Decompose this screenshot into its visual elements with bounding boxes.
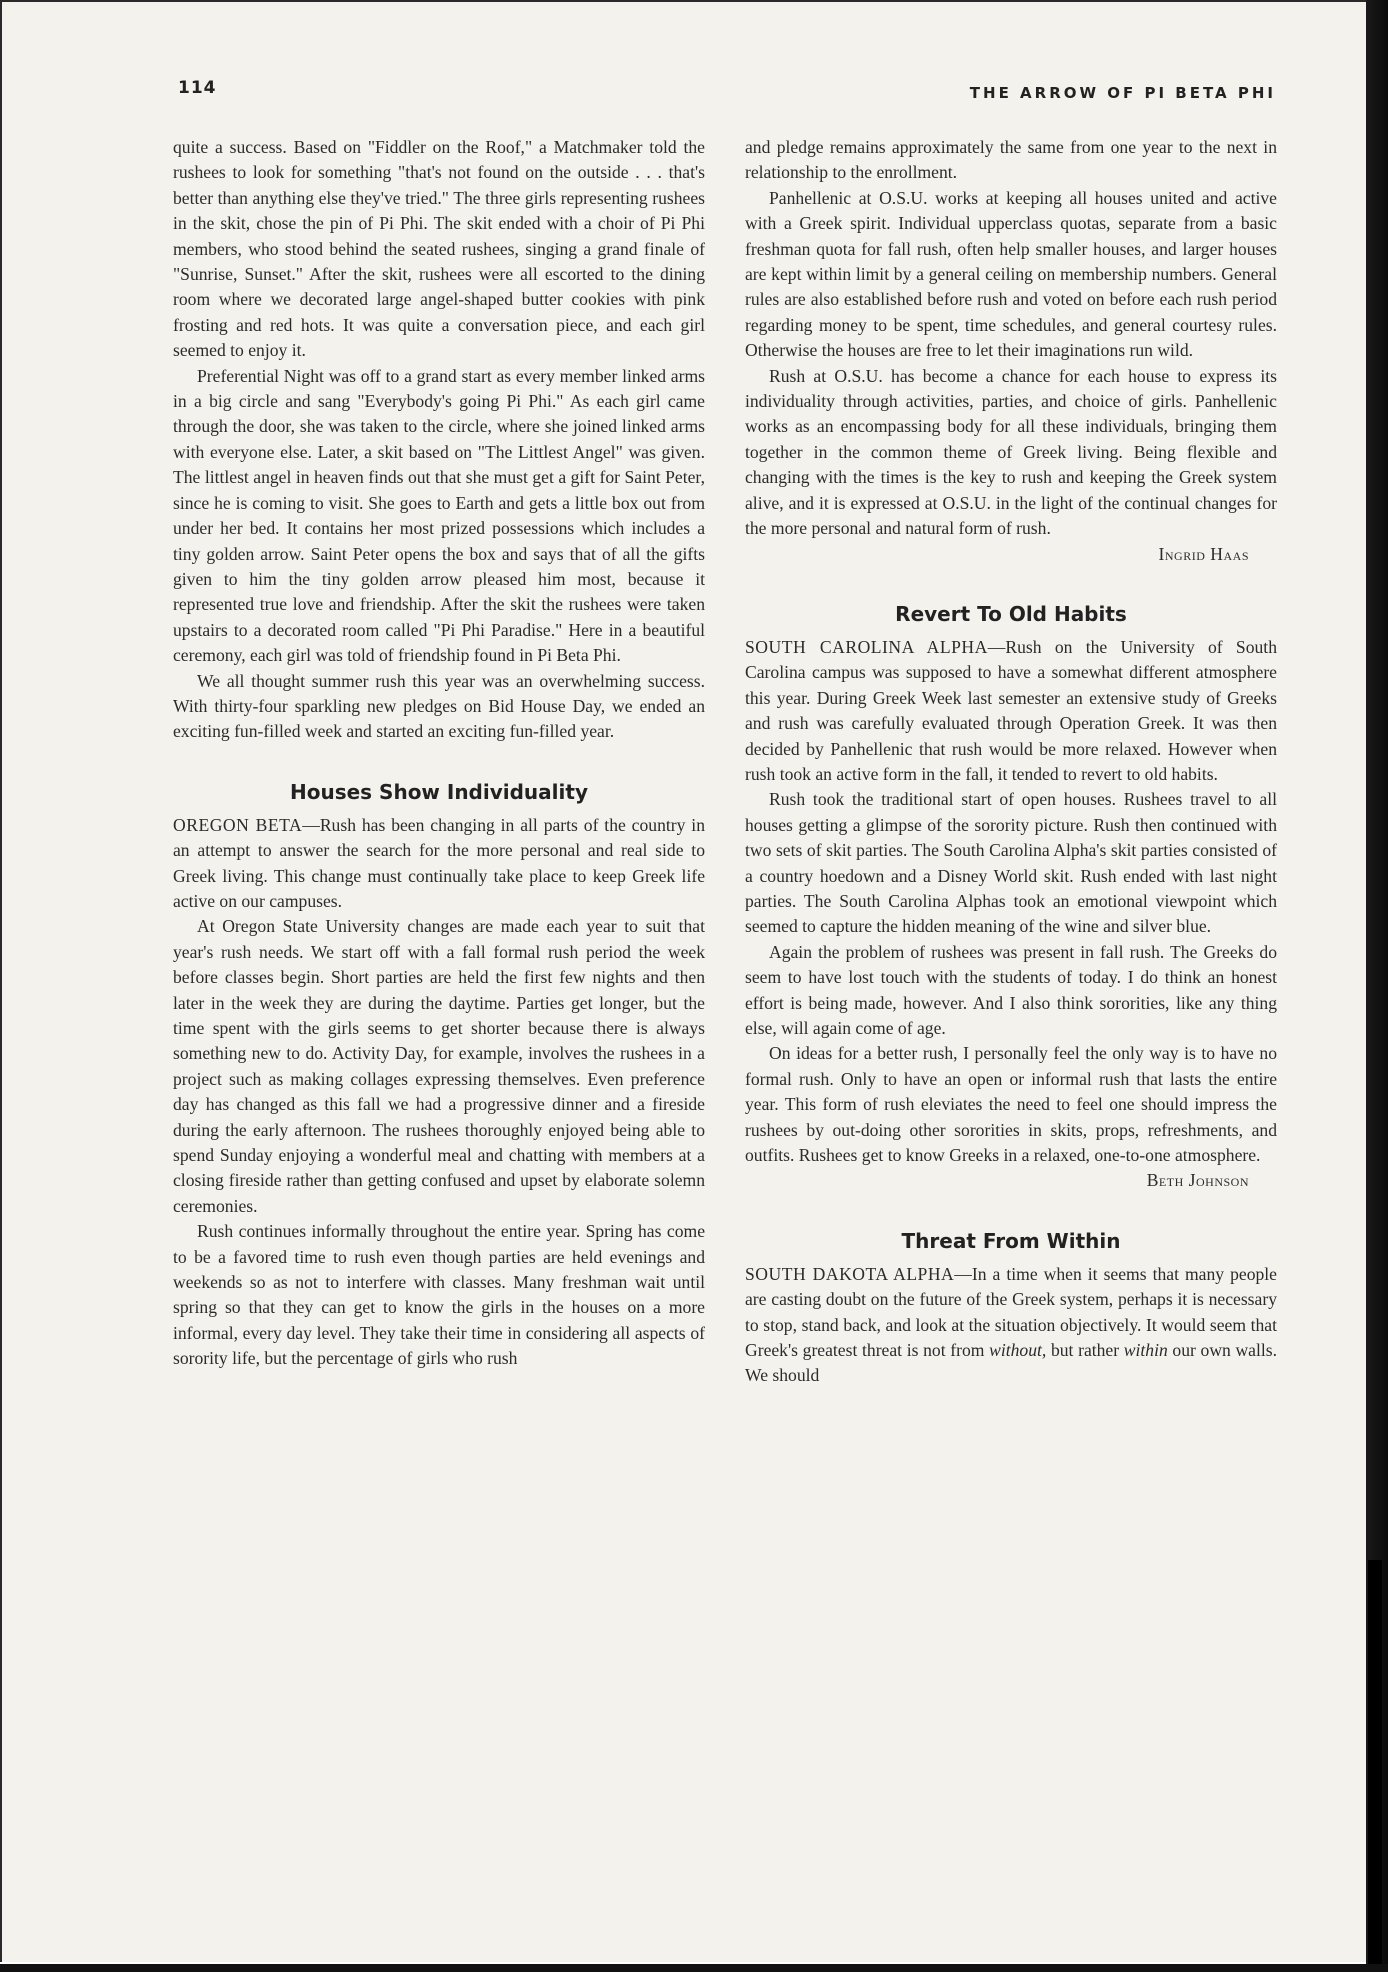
paragraph-text: —In a time when it seems that many people are casting doubt on the future of the Greek system, perhaps it is necessary to stop, stand back, and look at the situation objectively. It would seem that Greek's greatest threat is not from: [745, 1263, 1277, 1361]
paragraph: Preferential Night was off to a grand start as every member linked arms in a big circle and sang "Everybody's going Pi Phi." As each girl came through the door, she was taken to the circle, where she joined linked arms with everyone else. Later, a skit based on "The Littlest Angel" was given. The littlest angel in heaven finds out that she must get a gift for Saint Peter, since he is coming to visit. She goes to Earth and gets a little box out from under her bed. It contains her most prized possessions which includes a tiny golden arrow. Saint Peter opens the box and says that of all the gifts given to him the tiny golden arrow pleased him most, because it represented true love and friendship. After the skit the rushees were taken upstairs to a decorated room called "Pi Phi Paradise." Here in a beautiful ceremony, each girl was told of friendship found in Pi Beta Phi.: [173, 365, 705, 666]
paragraph: and pledge remains approximately the same from one year to the next in relationship to the enrollment.: [745, 137, 1277, 183]
paragraph: On ideas for a better rush, I personally feel the only way is to have no formal rush. Only to have an open or informal rush that lasts the entire year. This form of rush eleviates the need to feel one should impress the rushees by out-doing other sororities in skits, props, refreshments, and outfits. Rushees get to know Greeks in a relaxed, one-to-one atmosphere.: [745, 1043, 1277, 1166]
paragraph-text: our own walls. We should: [745, 1340, 1278, 1386]
paragraph: [173, 813, 705, 915]
chapter-lead: OREGON BETA: [173, 814, 303, 835]
italic-text: without,: [989, 1340, 1047, 1361]
paragraph: Again the problem of rushees was present in fall rush. The Greeks do seem to have lost touch with the students of today. I do think an honest effort is being made, however. And I also think sororities, like any thing else, will again come of age.: [745, 941, 1277, 1038]
paragraph: At Oregon State University changes are made each year to suit that year's rush needs. We start off with a fall formal rush period the week before classes begin. Short parties are held the first few nights and then later in the week they are during the daytime. Parties get longer, but the time spent with the girls seems to get shorter because there is always something new to do. Activity Day, for example, involves the rushees in a project such as making collages expressing themselves. Even preference day has changed as this fall we had a progressive dinner and a fireside during the early afternoon. The rushees thoroughly enjoyed being able to spend Sunday enjoying a wonderful meal and chatting with members at a closing fireside rather than getting confused and upset by elaborate solemn ceremonies.: [173, 916, 705, 1216]
page-number: 114: [178, 78, 217, 98]
scan-shadow: [1368, 1560, 1382, 1970]
paragraph: Rush took the traditional start of open houses. Rushees travel to all houses getting a glimpse of the sorority picture. Rush then continued with two sets of skit parties. The South Carolina Alpha's skit parties consisted of a country hoedown and a Disney World skit. Rush ended with last night parties. The South Carolina Alphas took an emotional viewpoint which seemed to capture the hidden meaning of the wine and silver blue.: [745, 789, 1277, 937]
paragraph: [745, 1262, 1277, 1389]
paragraph: [745, 635, 1277, 787]
paragraph-text: but rather: [1046, 1340, 1124, 1361]
author-signature: Ingrid Haas: [1158, 543, 1249, 564]
author-signature: Beth Johnson: [1146, 1170, 1249, 1191]
right-column: [745, 135, 1277, 1389]
running-head: THE ARROW OF PI BETA PHI: [969, 84, 1276, 102]
paragraph-text: —Rush has been changing in all parts of the country in an attempt to answer the search for the more personal and real side to Greek living. This change must continually take place to keep Greek life active on our campuses.: [173, 814, 705, 911]
paragraph: We all thought summer rush this year was an overwhelming success. With thirty-four sparkling new pledges on Bid House Day, we ended an exciting fun-filled week and started an exciting fun-filled year.: [173, 670, 705, 742]
italic-text: within: [1123, 1340, 1168, 1361]
scan-edge-right: [1366, 0, 1388, 1972]
section-heading: Threat From Within: [901, 1228, 1121, 1253]
paragraph: quite a success. Based on "Fiddler on the Roof," a Matchmaker told the rushees to look for something "that's not found on the outside . . . that's better than anything else they've tried." The three girls representing rushees in the skit, chose the pin of Pi Phi. The skit ended with a choir of Pi Phi members, who stood behind the seated rushees, singing a grand finale of "Sunrise, Sunset." After the skit, rushees were all escorted to the dining room where we decorated large angel-shaped butter cookies with pink frosting and red hots. It was quite a conversation piece, and each girl seemed to enjoy it.: [173, 137, 705, 361]
scan-edge-bottom: [0, 1964, 1388, 1972]
chapter-lead: SOUTH CAROLINA ALPHA: [745, 636, 988, 657]
chapter-lead: SOUTH DAKOTA ALPHA: [745, 1263, 955, 1284]
left-column: [173, 135, 705, 1372]
paragraph: Panhellenic at O.S.U. works at keeping all houses united and active with a Greek spirit. Individual upperclass quotas, separate from a basic freshman quota for fall rush, often help smaller houses, and larger houses are kept within limit by a general ceiling on membership numbers. General rules are also established before rush and voted on before each rush period regarding money to be spent, time schedules, and general courtesy rules. Otherwise the houses are free to let their imaginations run wild.: [745, 187, 1277, 361]
paragraph-text: —Rush on the University of South Carolina campus was supposed to have a somewhat different atmosphere this year. During Greek Week last semester an extensive study of Greeks and rush was carefully evaluated through Operation Greek. It was then decided by Panhellenic that rush would be more relaxed. However when rush took an active form in the fall, it tended to revert to old habits.: [745, 636, 1277, 784]
section-heading: Houses Show Individuality: [290, 779, 588, 804]
section-heading: Revert To Old Habits: [895, 601, 1127, 626]
paragraph: Rush continues informally throughout the entire year. Spring has come to be a favored time to rush even though parties are held evenings and weekends so as not to interfere with classes. Many freshman wait until spring so that they can get to know the girls in the houses on a more informal, every day level. They take their time in considering all aspects of sorority life, but the percentage of girls who rush: [173, 1221, 705, 1369]
paragraph: Rush at O.S.U. has become a chance for each house to express its individuality through activities, parties, and choice of girls. Panhellenic works as an encompassing body for all these individuals, bringing them together in the common theme of Greek living. Being flexible and changing with the times is the key to rush and keeping the Greek system alive, and it is expressed at O.S.U. in the light of the continual changes for the more personal and natural form of rush.: [745, 365, 1277, 539]
